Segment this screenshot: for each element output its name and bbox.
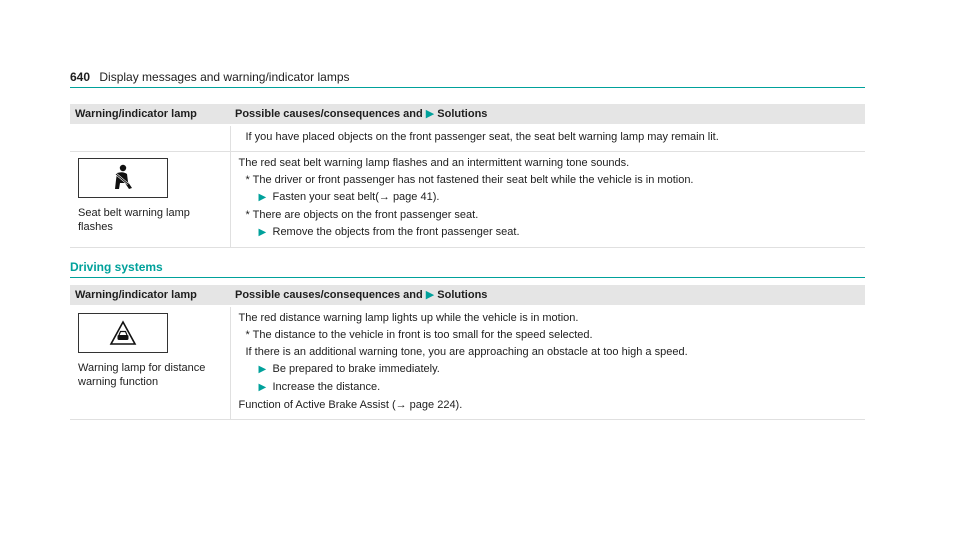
section-title: Driving systems xyxy=(70,260,865,278)
seatbelt-warning-icon xyxy=(78,158,168,198)
table-row: Seat belt warning lamp flashes The red seat belt warning lamp flashes and an intermittent warning tone sounds. * The driver or front passenger has not fastened their seat belt while the vehicle is in motion. ▶ Fasten your seat belt(→ page 41). * There are objects on the front passenger seat. ▶ Remove the objects from the front passenger seat. xyxy=(70,152,865,248)
bullet-arrow-icon: ▶ xyxy=(258,382,267,393)
page-header xyxy=(70,70,865,88)
col-header-causes: Possible causes/consequences and ▶ Solutions xyxy=(230,104,865,125)
bullet-arrow-icon: ▶ xyxy=(258,192,267,203)
table-row xyxy=(70,125,865,152)
bullet-arrow-icon: ▶ xyxy=(258,227,267,238)
table-row: Warning lamp for distance warning function The red distance warning lamp lights up while the vehicle is in motion. * The distance to the vehicle in front is too small for the speed selected. If there is an additional warning tone, you are approaching an obstacle at too high a speed. ▶ Be prepared to brake immediately. ▶ Increase the distance. Function of Active Brake Assist (→ page 224). xyxy=(70,306,865,420)
solutions-arrow-icon: ▶ xyxy=(425,108,435,120)
distance-warning-table xyxy=(70,285,865,420)
solutions-arrow-icon: ▶ xyxy=(425,289,435,301)
distance-lamp-label: Warning lamp for distance warning function xyxy=(78,362,206,388)
page-header-title: Display messages and warning/indicator lamps xyxy=(99,70,350,84)
page-number: 640 xyxy=(70,70,91,84)
seatbelt-note: If you have placed objects on the front passenger seat, the seat belt warning lamp may remain lit. xyxy=(245,131,719,143)
col-header-causes: Possible causes/consequences and ▶ Solutions xyxy=(230,285,865,306)
distance-warning-icon xyxy=(78,313,168,353)
seatbelt-lamp-label: Seat belt warning lamp flashes xyxy=(78,207,190,233)
col-header-lamp: Warning/indicator lamp xyxy=(70,285,230,306)
seatbelt-warning-table xyxy=(70,104,865,248)
bullet-arrow-icon: ▶ xyxy=(258,364,267,375)
col-header-lamp: Warning/indicator lamp xyxy=(70,104,230,125)
